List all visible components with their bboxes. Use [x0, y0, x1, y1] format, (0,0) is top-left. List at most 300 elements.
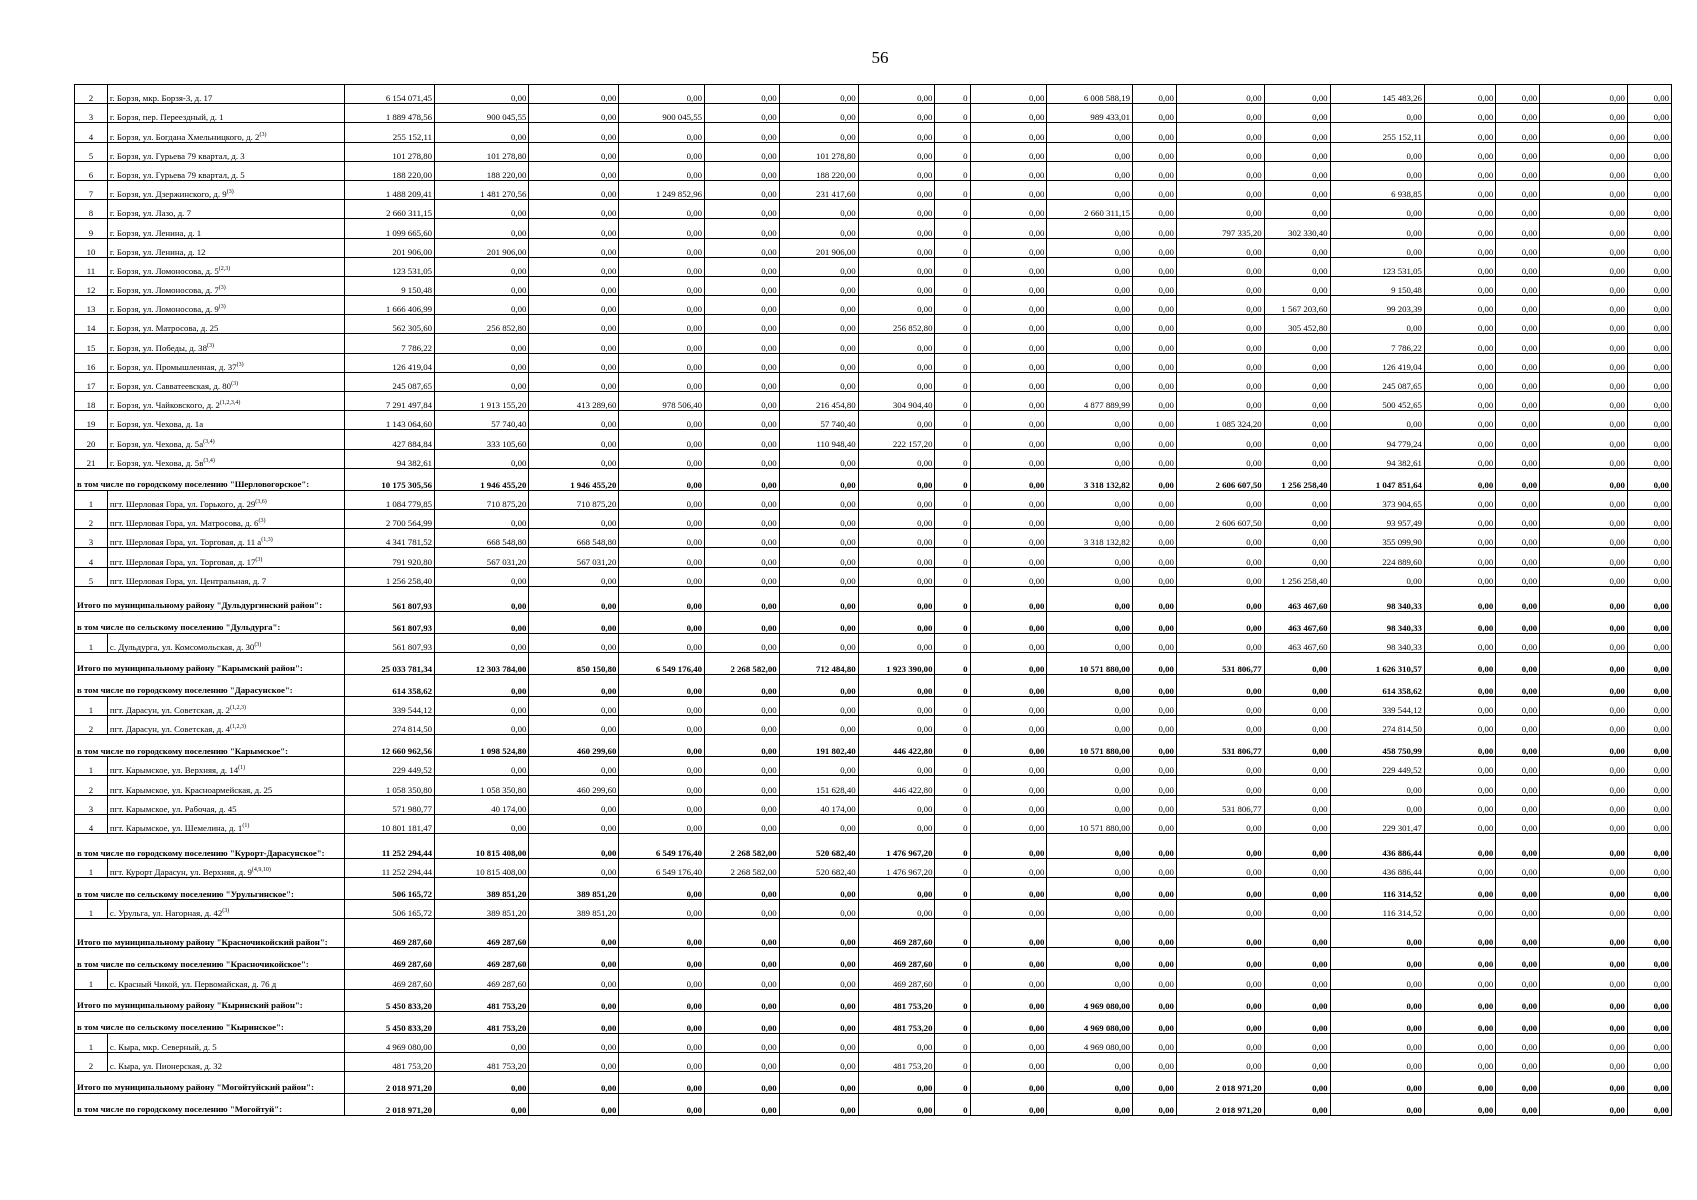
value-cell: 469 287,60 [858, 919, 935, 948]
value-cell: 0,00 [705, 509, 780, 528]
value-cell: 0,00 [1176, 776, 1264, 795]
value-cell: 0,00 [1176, 238, 1264, 257]
value-cell: 1 098 524,80 [435, 735, 529, 757]
value-cell: 0,00 [1047, 490, 1133, 509]
subtotal-label: в том числе по городскому поселению "Могойтуй": [75, 1093, 345, 1115]
value-cell: 0,00 [858, 238, 935, 257]
value-cell: 0,00 [1047, 334, 1133, 353]
value-cell: 0,00 [1176, 257, 1264, 276]
row-number: 4 [75, 814, 108, 833]
value-cell: 446 422,80 [858, 735, 935, 757]
value-cell: 0,00 [529, 674, 619, 696]
value-cell: 0,00 [1496, 1093, 1540, 1115]
value-cell: 797 335,20 [1176, 219, 1264, 238]
value-cell: 1 481 270,56 [435, 180, 529, 199]
value-cell: 0,00 [1627, 696, 1671, 715]
value-cell: 0,00 [1133, 353, 1177, 372]
value-cell: 0,00 [435, 674, 529, 696]
value-cell: 0,00 [1176, 989, 1264, 1011]
value-cell: 0,00 [1176, 372, 1264, 391]
value-cell: 0 [935, 674, 970, 696]
value-cell: 0,00 [619, 200, 705, 219]
value-cell: 0,00 [529, 970, 619, 989]
value-cell: 188 220,00 [435, 161, 529, 180]
value-cell: 0,00 [1047, 633, 1133, 652]
subtotal-label: в том числе по сельскому поселению "Дульдурга": [75, 611, 345, 633]
value-cell: 978 506,40 [619, 392, 705, 411]
address-cell: г. Борзя, ул. Ломоносова, д. 9$^{(3)}$ [107, 296, 344, 315]
value-cell: 0 [935, 142, 970, 161]
value-cell: 0,00 [1627, 142, 1671, 161]
value-cell: 0,00 [858, 123, 935, 142]
value-cell: 0,00 [1133, 123, 1177, 142]
value-cell: 0,00 [1264, 1093, 1330, 1115]
value-cell: 0,00 [529, 411, 619, 430]
value-cell: 0 [935, 1071, 970, 1093]
value-cell: 0,00 [1133, 161, 1177, 180]
value-cell: 0,00 [1264, 372, 1330, 391]
value-cell: 0,00 [1047, 296, 1133, 315]
value-cell: 0,00 [1264, 490, 1330, 509]
value-cell: 0,00 [529, 219, 619, 238]
value-cell: 0,00 [1540, 948, 1628, 970]
subtotal-row [75, 1093, 1672, 1115]
value-cell: 0,00 [1496, 509, 1540, 528]
row-number: 14 [75, 315, 108, 334]
value-cell: 256 852,80 [858, 315, 935, 334]
value-cell: 0,00 [1496, 586, 1540, 611]
table-row [75, 490, 1672, 509]
value-cell: 0,00 [970, 776, 1047, 795]
value-cell: 40 174,00 [779, 795, 858, 814]
value-cell: 0,00 [1540, 509, 1628, 528]
footnote-marker: (1,2,3,4) [219, 400, 241, 407]
value-cell: 0,00 [1424, 611, 1495, 633]
value-cell: 0,00 [705, 372, 780, 391]
value-cell: 10 571 880,00 [1047, 814, 1133, 833]
value-cell: 0,00 [1264, 334, 1330, 353]
value-cell: 0,00 [1424, 353, 1495, 372]
address-cell: пгт. Карымское, ул. Красноармейская, д. 25 [107, 776, 344, 795]
value-cell: 0,00 [1264, 970, 1330, 989]
value-cell: 1 256 258,40 [345, 567, 435, 586]
value-cell: 0,00 [1264, 411, 1330, 430]
value-cell: 0,00 [970, 430, 1047, 449]
value-cell: 0,00 [1133, 509, 1177, 528]
value-cell: 0,00 [705, 948, 780, 970]
value-cell: 0,00 [1424, 180, 1495, 199]
value-cell: 0,00 [1264, 776, 1330, 795]
value-cell: 0,00 [1627, 989, 1671, 1011]
value-cell: 0,00 [1176, 567, 1264, 586]
value-cell: 0,00 [1496, 795, 1540, 814]
subtotal-row [75, 735, 1672, 757]
value-cell: 0,00 [705, 334, 780, 353]
table-row [75, 633, 1672, 652]
value-cell: 0,00 [1540, 1052, 1628, 1071]
subtotal-label: в том числе по сельскому поселению "Красночикойское": [75, 948, 345, 970]
value-cell: 0,00 [1176, 1011, 1264, 1033]
footnote-marker: (1) [242, 823, 250, 830]
value-cell: 0,00 [970, 180, 1047, 199]
value-cell: 0,00 [529, 633, 619, 652]
value-cell: 0,00 [1264, 900, 1330, 919]
value-cell: 0,00 [1424, 219, 1495, 238]
value-cell: 0,00 [1424, 449, 1495, 468]
value-cell: 101 278,80 [779, 142, 858, 161]
value-cell: 0,00 [1264, 238, 1330, 257]
value-cell: 0,00 [619, 353, 705, 372]
value-cell: 0 [935, 567, 970, 586]
value-cell: 0,00 [858, 334, 935, 353]
value-cell: 0,00 [619, 919, 705, 948]
value-cell: 481 753,20 [345, 1052, 435, 1071]
value-cell: 0,00 [619, 85, 705, 104]
value-cell: 0,00 [1424, 1093, 1495, 1115]
value-cell: 0 [935, 795, 970, 814]
value-cell: 463 467,60 [1264, 586, 1330, 611]
value-cell: 0,00 [858, 200, 935, 219]
value-cell: 0,00 [619, 696, 705, 715]
value-cell: 0,00 [1540, 1093, 1628, 1115]
value-cell: 0,00 [705, 315, 780, 334]
value-cell: 145 483,26 [1330, 85, 1424, 104]
value-cell: 116 314,52 [1330, 878, 1424, 900]
value-cell: 481 753,20 [858, 989, 935, 1011]
value-cell: 0,00 [1047, 180, 1133, 199]
value-cell: 0,00 [619, 529, 705, 548]
value-cell: 0,00 [1540, 449, 1628, 468]
value-cell: 0,00 [1176, 296, 1264, 315]
row-number: 2 [75, 716, 108, 735]
value-cell: 0,00 [1424, 878, 1495, 900]
value-cell: 0,00 [970, 674, 1047, 696]
value-cell: 0,00 [1133, 735, 1177, 757]
value-cell: 6 154 071,45 [345, 85, 435, 104]
value-cell: 0,00 [619, 490, 705, 509]
row-number: 2 [75, 1052, 108, 1071]
value-cell: 0,00 [1176, 161, 1264, 180]
value-cell: 98 340,33 [1330, 586, 1424, 611]
value-cell: 0,00 [1047, 411, 1133, 430]
value-cell: 1 249 852,96 [619, 180, 705, 199]
value-cell: 0,00 [1627, 776, 1671, 795]
value-cell: 989 433,01 [1047, 104, 1133, 123]
value-cell: 0,00 [1264, 1052, 1330, 1071]
address-cell: г. Борзя, ул. Чайковского, д. 2$^{(1,2,3,4)}$ [107, 392, 344, 411]
value-cell: 0,00 [705, 430, 780, 449]
value-cell: 94 382,61 [345, 449, 435, 468]
value-cell: 0,00 [779, 948, 858, 970]
value-cell: 3 318 132,82 [1047, 529, 1133, 548]
value-cell: 0,00 [779, 1093, 858, 1115]
value-cell: 0,00 [435, 567, 529, 586]
value-cell: 0,00 [1627, 238, 1671, 257]
value-cell: 0,00 [1176, 611, 1264, 633]
value-cell: 0,00 [619, 430, 705, 449]
value-cell: 0,00 [1540, 795, 1628, 814]
value-cell: 0,00 [705, 161, 780, 180]
value-cell: 0,00 [529, 180, 619, 199]
value-cell: 0,00 [1047, 142, 1133, 161]
value-cell: 0,00 [1133, 529, 1177, 548]
value-cell: 0,00 [1540, 1071, 1628, 1093]
value-cell: 0,00 [779, 814, 858, 833]
value-cell: 0,00 [970, 757, 1047, 776]
value-cell: 0,00 [858, 219, 935, 238]
table-row [75, 1033, 1672, 1052]
row-number: 5 [75, 142, 108, 161]
value-cell: 0,00 [970, 567, 1047, 586]
value-cell: 0,00 [529, 430, 619, 449]
value-cell: 4 341 781,52 [345, 529, 435, 548]
value-cell: 0,00 [1133, 834, 1177, 859]
value-cell: 0 [935, 1093, 970, 1115]
value-cell: 469 287,60 [858, 948, 935, 970]
value-cell: 0,00 [1424, 674, 1495, 696]
value-cell: 0,00 [705, 529, 780, 548]
value-cell: 0,00 [1540, 315, 1628, 334]
value-cell: 0,00 [1424, 1071, 1495, 1093]
value-cell: 0,00 [1133, 257, 1177, 276]
table-row [75, 334, 1672, 353]
row-number: 3 [75, 795, 108, 814]
value-cell: 0,00 [858, 85, 935, 104]
value-cell: 0,00 [779, 490, 858, 509]
value-cell: 0,00 [529, 586, 619, 611]
value-cell: 1 913 155,20 [435, 392, 529, 411]
value-cell: 6 938,85 [1330, 180, 1424, 199]
value-cell: 7 291 497,84 [345, 392, 435, 411]
value-cell: 339 544,12 [1330, 696, 1424, 715]
table-row [75, 529, 1672, 548]
value-cell: 0,00 [1424, 315, 1495, 334]
value-cell: 0,00 [619, 586, 705, 611]
value-cell: 0,00 [619, 142, 705, 161]
value-cell: 2 606 607,50 [1176, 468, 1264, 490]
address-cell: с. Кыра, ул. Пионерская, д. 32 [107, 1052, 344, 1071]
value-cell: 0,00 [970, 529, 1047, 548]
value-cell: 0,00 [1540, 1011, 1628, 1033]
footnote-marker: (3,6) [255, 499, 267, 506]
value-cell: 0,00 [1627, 296, 1671, 315]
value-cell: 0,00 [1540, 776, 1628, 795]
value-cell: 0,00 [1264, 123, 1330, 142]
value-cell: 231 417,60 [779, 180, 858, 199]
value-cell: 0,00 [779, 123, 858, 142]
value-cell: 0,00 [1133, 392, 1177, 411]
value-cell: 0,00 [705, 735, 780, 757]
value-cell: 0,00 [1424, 276, 1495, 295]
value-cell: 0,00 [779, 85, 858, 104]
footnote-marker: (3) [254, 641, 262, 648]
footnote-marker: (3) [236, 361, 244, 368]
value-cell: 0,00 [1330, 989, 1424, 1011]
value-cell: 0,00 [619, 611, 705, 633]
value-cell: 0,00 [1047, 674, 1133, 696]
value-cell: 0,00 [1424, 1011, 1495, 1033]
value-cell: 2 018 971,20 [345, 1071, 435, 1093]
value-cell: 0,00 [1330, 238, 1424, 257]
value-cell: 0,00 [1047, 757, 1133, 776]
value-cell: 0,00 [779, 509, 858, 528]
value-cell: 0,00 [1133, 1093, 1177, 1115]
address-cell: пгт. Дарасун, ул. Советская, д. 4$^{(1,2,3)}$ [107, 716, 344, 735]
value-cell: 0,00 [1133, 674, 1177, 696]
value-cell: 0,00 [705, 490, 780, 509]
value-cell: 0,00 [619, 878, 705, 900]
value-cell: 0,00 [1496, 611, 1540, 633]
value-cell: 0,00 [435, 372, 529, 391]
value-cell: 0,00 [1047, 353, 1133, 372]
address-cell: г. Борзя, ул. Ломоносова, д. 5$^{(2,3)}$ [107, 257, 344, 276]
value-cell: 0,00 [858, 757, 935, 776]
value-cell: 0,00 [970, 85, 1047, 104]
value-cell: 0,00 [1176, 834, 1264, 859]
value-cell: 0,00 [1540, 392, 1628, 411]
value-cell: 0,00 [1496, 411, 1540, 430]
table-row [75, 567, 1672, 586]
row-number: 5 [75, 567, 108, 586]
value-cell: 0,00 [1047, 776, 1133, 795]
value-cell: 481 753,20 [435, 1011, 529, 1033]
value-cell: 1 476 967,20 [858, 834, 935, 859]
value-cell: 0,00 [705, 411, 780, 430]
value-cell: 0,00 [1330, 219, 1424, 238]
value-cell: 0,00 [1047, 716, 1133, 735]
value-cell: 0,00 [1176, 142, 1264, 161]
value-cell: 0,00 [1424, 104, 1495, 123]
value-cell: 6 008 588,19 [1047, 85, 1133, 104]
value-cell: 0,00 [1330, 142, 1424, 161]
value-cell: 1 923 390,00 [858, 652, 935, 674]
value-cell: 0,00 [705, 276, 780, 295]
value-cell: 0,00 [1133, 449, 1177, 468]
value-cell: 0,00 [1627, 161, 1671, 180]
value-cell: 0,00 [779, 276, 858, 295]
value-cell: 0,00 [1047, 948, 1133, 970]
value-cell: 0,00 [619, 900, 705, 919]
value-cell: 2 018 971,20 [1176, 1071, 1264, 1093]
value-cell: 0,00 [529, 948, 619, 970]
value-cell: 0,00 [1176, 633, 1264, 652]
value-cell: 0,00 [1424, 716, 1495, 735]
value-cell: 0,00 [705, 1033, 780, 1052]
value-cell: 0,00 [858, 529, 935, 548]
value-cell: 0,00 [1176, 104, 1264, 123]
value-cell: 0,00 [705, 757, 780, 776]
table-row [75, 900, 1672, 919]
value-cell: 0,00 [1330, 919, 1424, 948]
value-cell: 0,00 [1176, 200, 1264, 219]
value-cell: 2 268 582,00 [705, 859, 780, 878]
value-cell: 0,00 [1627, 509, 1671, 528]
subtotal-label: в том числе по городскому поселению "Курорт-Дарасунское": [75, 834, 345, 859]
value-cell: 0,00 [1424, 652, 1495, 674]
value-cell: 0 [935, 757, 970, 776]
value-cell: 458 750,99 [1330, 735, 1424, 757]
row-number: 4 [75, 123, 108, 142]
value-cell: 0,00 [1540, 490, 1628, 509]
value-cell: 229 449,52 [345, 757, 435, 776]
value-cell: 11 252 294,44 [345, 834, 435, 859]
value-cell: 0,00 [1627, 757, 1671, 776]
value-cell: 0,00 [1496, 334, 1540, 353]
value-cell: 255 152,11 [345, 123, 435, 142]
value-cell: 0,00 [1540, 161, 1628, 180]
value-cell: 0,00 [1496, 142, 1540, 161]
value-cell: 0,00 [619, 674, 705, 696]
value-cell: 562 305,60 [345, 315, 435, 334]
value-cell: 0,00 [1264, 257, 1330, 276]
value-cell: 0 [935, 180, 970, 199]
row-number: 8 [75, 200, 108, 219]
value-cell: 0,00 [705, 180, 780, 199]
value-cell: 0,00 [435, 296, 529, 315]
value-cell: 531 806,77 [1176, 795, 1264, 814]
value-cell: 0,00 [1496, 276, 1540, 295]
value-cell: 0,00 [1424, 1033, 1495, 1052]
value-cell: 0 [935, 315, 970, 334]
value-cell: 245 087,65 [1330, 372, 1424, 391]
value-cell: 389 851,20 [435, 900, 529, 919]
value-cell: 0,00 [1540, 989, 1628, 1011]
value-cell: 0 [935, 919, 970, 948]
value-cell: 0,00 [1627, 334, 1671, 353]
value-cell: 500 452,65 [1330, 392, 1424, 411]
value-cell: 0,00 [1133, 878, 1177, 900]
value-cell: 0,00 [435, 257, 529, 276]
value-cell: 791 920,80 [345, 548, 435, 567]
value-cell: 0,00 [1627, 674, 1671, 696]
subtotal-label: в том числе по сельскому поселению "Кыринское": [75, 1011, 345, 1033]
table-row [75, 257, 1672, 276]
value-cell: 0,00 [1047, 696, 1133, 715]
value-cell: 0,00 [1627, 948, 1671, 970]
row-number: 2 [75, 509, 108, 528]
value-cell: 6 549 176,40 [619, 652, 705, 674]
value-cell: 0,00 [858, 674, 935, 696]
value-cell: 0 [935, 878, 970, 900]
value-cell: 0,00 [619, 716, 705, 735]
table-row [75, 276, 1672, 295]
address-cell: г. Борзя, ул. Промышленная, д. 37$^{(3)}$ [107, 353, 344, 372]
subtotal-row [75, 1071, 1672, 1093]
value-cell: 4 969 080,00 [1047, 1011, 1133, 1033]
value-cell: 0,00 [1627, 1052, 1671, 1071]
footnote-marker: (3) [259, 131, 267, 138]
value-cell: 0,00 [970, 989, 1047, 1011]
value-cell: 0,00 [619, 509, 705, 528]
value-cell: 0 [935, 353, 970, 372]
value-cell: 0,00 [970, 1052, 1047, 1071]
value-cell: 0,00 [705, 548, 780, 567]
value-cell: 0,00 [970, 372, 1047, 391]
value-cell: 98 340,33 [1330, 611, 1424, 633]
value-cell: 0,00 [1176, 353, 1264, 372]
value-cell: 0,00 [858, 696, 935, 715]
value-cell: 0,00 [1496, 449, 1540, 468]
value-cell: 201 906,00 [345, 238, 435, 257]
value-cell: 0,00 [1540, 200, 1628, 219]
value-cell: 94 382,61 [1330, 449, 1424, 468]
value-cell: 0,00 [619, 468, 705, 490]
value-cell: 0,00 [1424, 859, 1495, 878]
value-cell: 0,00 [1176, 392, 1264, 411]
value-cell: 469 287,60 [345, 970, 435, 989]
value-cell: 0,00 [858, 795, 935, 814]
value-cell: 0,00 [619, 1011, 705, 1033]
